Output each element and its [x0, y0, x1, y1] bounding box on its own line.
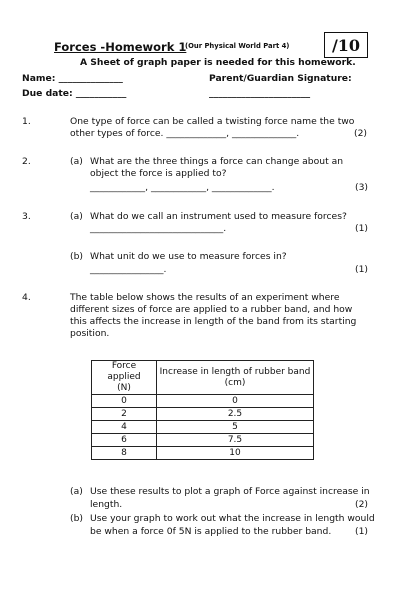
q3-number: 3. [22, 211, 31, 222]
force-header-unit: (N) [117, 383, 131, 393]
q4-text-line1: The table below shows the results of an experiment where [70, 292, 340, 303]
q4-text-line3: this affects the increase in length of the band from its starting [70, 316, 357, 327]
q2-text-line1: What are the three things a force can change about an [90, 156, 344, 167]
q3a-mark: (1) [355, 223, 369, 234]
q3b-part: (b) [70, 251, 84, 262]
q3a-answer-line: _____________________________. [90, 223, 227, 234]
q2-part: (a) [70, 156, 83, 167]
table-row [92, 395, 314, 408]
q3b-text-line1: What unit do we use to measure forces in? [90, 251, 287, 262]
q4a-text-line1: Use these results to plot a graph of Force against increase in [90, 486, 370, 497]
name-field: Name: ______________ [22, 73, 123, 84]
q4a-text-line2: length. [90, 499, 123, 510]
table-cell-force: 4 [92, 421, 157, 434]
table-cell-increase: 0 [157, 395, 314, 408]
increase-header-label: Increase in length of rubber band [159, 366, 311, 377]
table-cell-increase: 2.5 [157, 408, 314, 421]
q2-number: 2. [22, 156, 31, 167]
q4-number: 4. [22, 292, 31, 303]
q4a-part: (a) [70, 486, 83, 497]
q4b-part: (b) [70, 513, 84, 524]
q3b-answer-line: ________________. [90, 264, 167, 275]
graph-paper-notice: A Sheet of graph paper is needed for this homework. [80, 57, 356, 68]
q1-number: 1. [22, 116, 31, 127]
page-title: Forces -Homework 1 [54, 40, 187, 54]
signature-line: ______________________ [209, 88, 311, 99]
score-text: /10 [331, 35, 361, 55]
table-cell-force: 0 [92, 395, 157, 408]
q4-text-line4: position. [70, 328, 110, 339]
table-cell-force: 2 [92, 408, 157, 421]
score-box [324, 32, 368, 58]
q2-text-line2: object the force is applied to? [90, 168, 227, 179]
q1-mark: (2) [354, 128, 368, 139]
table-cell-increase: 5 [157, 421, 314, 434]
table-row [92, 421, 314, 434]
q2-answer-line: ____________, ____________, _____________. [90, 182, 275, 193]
q4-text-line2: different sizes of force are applied to a rubber band, and how [70, 304, 353, 315]
table-row [92, 447, 314, 460]
results-table [91, 360, 314, 460]
q4b-mark: (1) [355, 526, 369, 537]
table-header-row [92, 361, 314, 395]
table-header-force [92, 361, 157, 395]
q4a-mark: (2) [355, 499, 369, 510]
table-row [92, 434, 314, 447]
table-header-increase [157, 361, 314, 395]
signature-label: Parent/Guardian Signature: [209, 73, 352, 84]
force-header-label: Force applied [107, 361, 141, 382]
q4b-text-line1: Use your graph to work out what the increase in length would [90, 513, 375, 524]
q1-text-line2: other types of force. _____________, ______________. [70, 128, 300, 139]
q2-mark: (3) [355, 182, 369, 193]
increase-header-unit: (cm) [224, 377, 246, 388]
q3a-text-line1: What do we call an instrument used to measure forces? [90, 211, 347, 222]
q1-text-line1: One type of force can be called a twisting force name the two [70, 116, 355, 127]
q3a-part: (a) [70, 211, 83, 222]
table-cell-force: 8 [92, 447, 157, 460]
table-row [92, 408, 314, 421]
page-subtitle: (Our Physical World Part 4) [185, 42, 290, 50]
due-date-field: Due date: ___________ [22, 88, 127, 99]
table-cell-increase: 10 [157, 447, 314, 460]
table-cell-increase: 7.5 [157, 434, 314, 447]
q3b-mark: (1) [355, 264, 369, 275]
q4b-text-line2: be when a force 0f 5N is applied to the rubber band. [90, 526, 332, 537]
table-cell-force: 6 [92, 434, 157, 447]
